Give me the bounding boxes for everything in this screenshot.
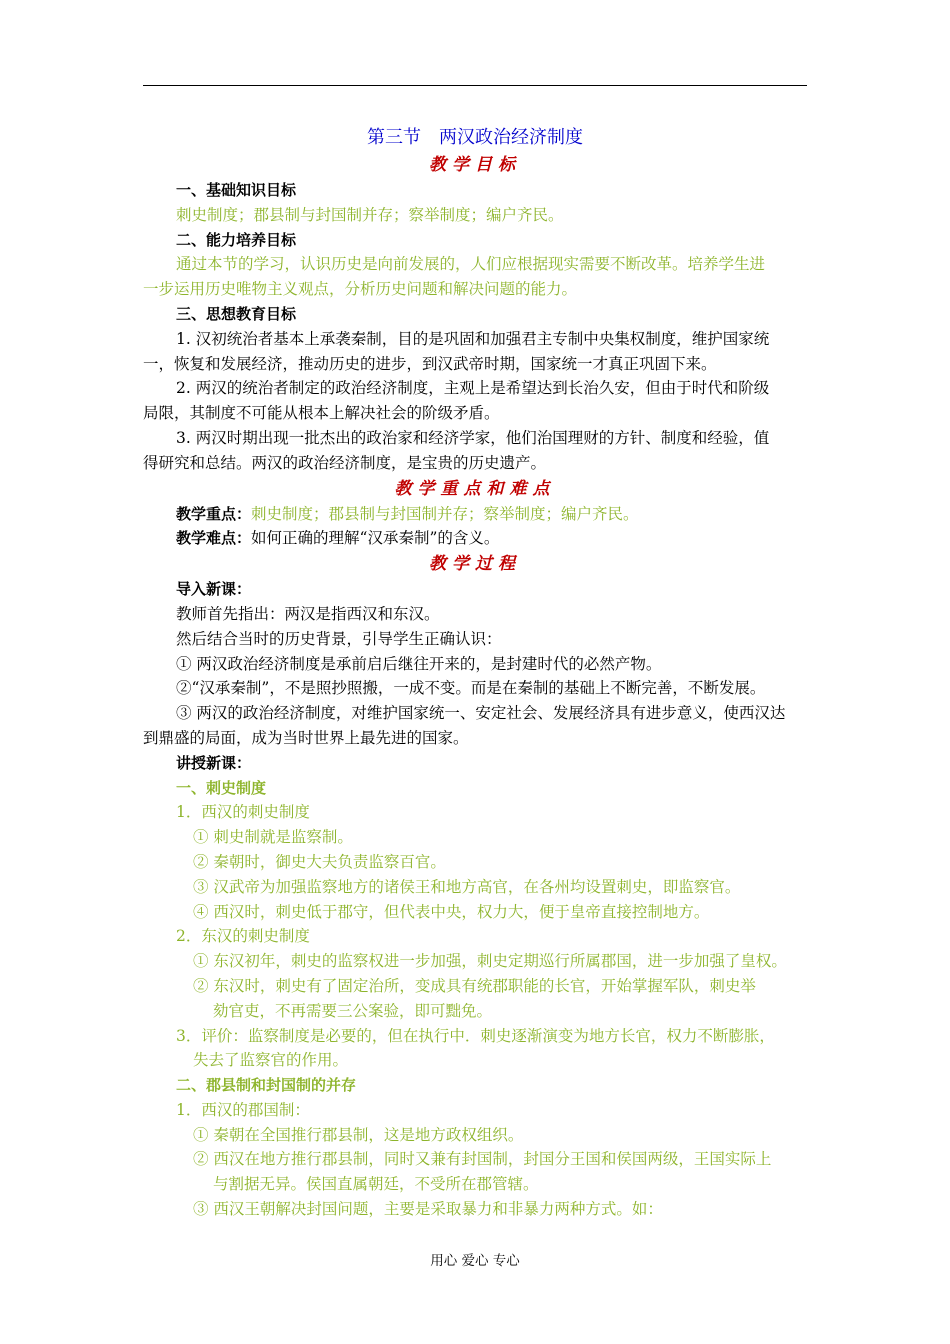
goal-2-text-line2: 一步运用历史唯物主义观点，分析历史问题和解决问题的能力。 bbox=[143, 280, 578, 299]
section-1-item-1: 1．西汉的刺史制度 bbox=[176, 803, 310, 822]
goal-3-point-2-line1: 2. 两汉的统治者制定的政治经济制度，主观上是希望达到长治久安，但由于时代和阶级 bbox=[176, 379, 770, 398]
intro-line-3: ① 两汉政治经济制度是承前启后继往开来的，是封建时代的必然产物。 bbox=[176, 654, 662, 673]
intro-line-2: 然后结合当时的历史背景，引导学生正确认识： bbox=[176, 629, 502, 648]
section-2-item-1: 1．西汉的郡国制： bbox=[176, 1100, 310, 1119]
intro-line-5a: ③ 两汉的政治经济制度，对维护国家统一、安定社会、发展经济具有进步意义，使西汉达 bbox=[176, 704, 786, 723]
page-title: 第三节 两汉政治经济制度 bbox=[367, 127, 583, 148]
difficulty-text: 如何正确的理解“汉承秦制”的含义。 bbox=[251, 529, 500, 548]
goal-2-text-line1: 通过本节的学习，认识历史是向前发展的，人们应根据现实需要不断改革。培养学生进 bbox=[176, 255, 766, 274]
section-1-item-2b-line2: 劾官吏，不再需要三公案验，即可黜免。 bbox=[213, 1001, 493, 1020]
key-point-text: 刺史制度；郡县制与封国制并存；察举制度；编户齐民。 bbox=[251, 504, 639, 523]
header-rule bbox=[143, 85, 807, 86]
section-2-item-1c: ③ 西汉王朝解决封国问题，主要是采取暴力和非暴力两种方式。如： bbox=[193, 1200, 663, 1219]
goal-3-point-3-line1: 3. 两汉时期出现一批杰出的政治家和经济学家，他们治国理财的方针、制度和经验，值 bbox=[176, 428, 770, 447]
goal-1-text: 刺史制度；郡县制与封国制并存；察举制度；编户齐民。 bbox=[176, 205, 564, 224]
page-footer: 用心 爱心 专心 bbox=[430, 1253, 520, 1269]
section-1-item-1c: ③ 汉武帝为加强监察地方的诸侯王和地方高官，在各州均设置刺史，即监察官。 bbox=[193, 877, 741, 896]
difficulty-row bbox=[143, 526, 807, 551]
goal-3-heading: 三、思想教育目标 bbox=[176, 304, 297, 323]
intro-line-4: ②“汉承秦制”，不是照抄照搬，一成不变。而是在秦制的基础上不断完善，不断发展。 bbox=[176, 679, 766, 698]
goal-3-point-1-line2: 一，恢复和发展经济，推动历史的进步，到汉武帝时期，国家统一才真正巩固下来。 bbox=[143, 354, 717, 373]
key-point-row bbox=[143, 502, 807, 527]
intro-line-1: 教师首先指出：两汉是指西汉和东汉。 bbox=[176, 604, 440, 623]
difficulty-label: 教学难点： bbox=[176, 529, 252, 548]
intro-heading: 导入新课： bbox=[176, 580, 252, 599]
section-heading-key-points: 教学重点和难点 bbox=[394, 478, 556, 499]
section-1-heading: 一、刺史制度 bbox=[176, 778, 267, 797]
goal-3-point-3-line2: 得研究和总结。两汉的政治经济制度，是宝贵的历史遗产。 bbox=[143, 453, 547, 472]
document-body bbox=[143, 124, 807, 1222]
key-point-label: 教学重点： bbox=[176, 504, 252, 523]
section-1-item-2a: ① 东汉初年，刺史的监察权进一步加强，刺史定期巡行所属郡国，进一步加强了皇权。 bbox=[193, 952, 787, 971]
teach-heading: 讲授新课： bbox=[176, 753, 252, 772]
section-1-item-1b: ② 秦朝时，御史大夫负责监察百官。 bbox=[193, 852, 446, 871]
goal-3-point-2-line2: 局限，其制度不可能从根本上解决社会的阶级矛盾。 bbox=[143, 404, 500, 423]
section-1-item-3-line1: 3．评价：监察制度是必要的，但在执行中．刺史逐渐演变为地方长官，权力不断膨胀， bbox=[176, 1026, 775, 1045]
section-1-item-2b-line1: ② 东汉时，刺史有了固定治所，变成具有统郡职能的长官，开始掌握军队，刺史举 bbox=[193, 976, 756, 995]
section-heading-goals: 教学目标 bbox=[429, 155, 521, 175]
section-1-item-1d: ④ 西汉时，刺史低于郡守，但代表中央，权力大，便于皇帝直接控制地方。 bbox=[193, 902, 710, 921]
section-2-item-1b-line1: ② 西汉在地方推行郡县制，同时又兼有封国制，封国分王国和侯国两级，王国实际上 bbox=[193, 1150, 772, 1169]
intro-line-5b: 到鼎盛的局面，成为当时世界上最先进的国家。 bbox=[143, 728, 469, 747]
goal-2-heading: 二、能力培养目标 bbox=[176, 230, 297, 249]
section-1-item-3-line2: 失去了监察官的作用。 bbox=[193, 1051, 349, 1070]
goal-1-heading: 一、基础知识目标 bbox=[176, 181, 297, 199]
section-1-item-1a: ① 刺史制就是监察制。 bbox=[193, 828, 353, 847]
section-heading-process: 教学过程 bbox=[429, 554, 521, 575]
goal-3-point-1-line1: 1. 汉初统治者基本上承袭秦制，目的是巩固和加强君主专制中央集权制度，维护国家统 bbox=[176, 329, 770, 348]
section-2-item-1a: ① 秦朝在全国推行郡县制，这是地方政权组织。 bbox=[193, 1125, 524, 1144]
section-2-item-1b-line2: 与割据无异。侯国直属朝廷，不受所在郡管辖。 bbox=[213, 1175, 539, 1194]
section-2-heading: 二、郡县制和封国制的并存 bbox=[176, 1076, 357, 1095]
section-1-item-2: 2．东汉的刺史制度 bbox=[176, 927, 310, 946]
